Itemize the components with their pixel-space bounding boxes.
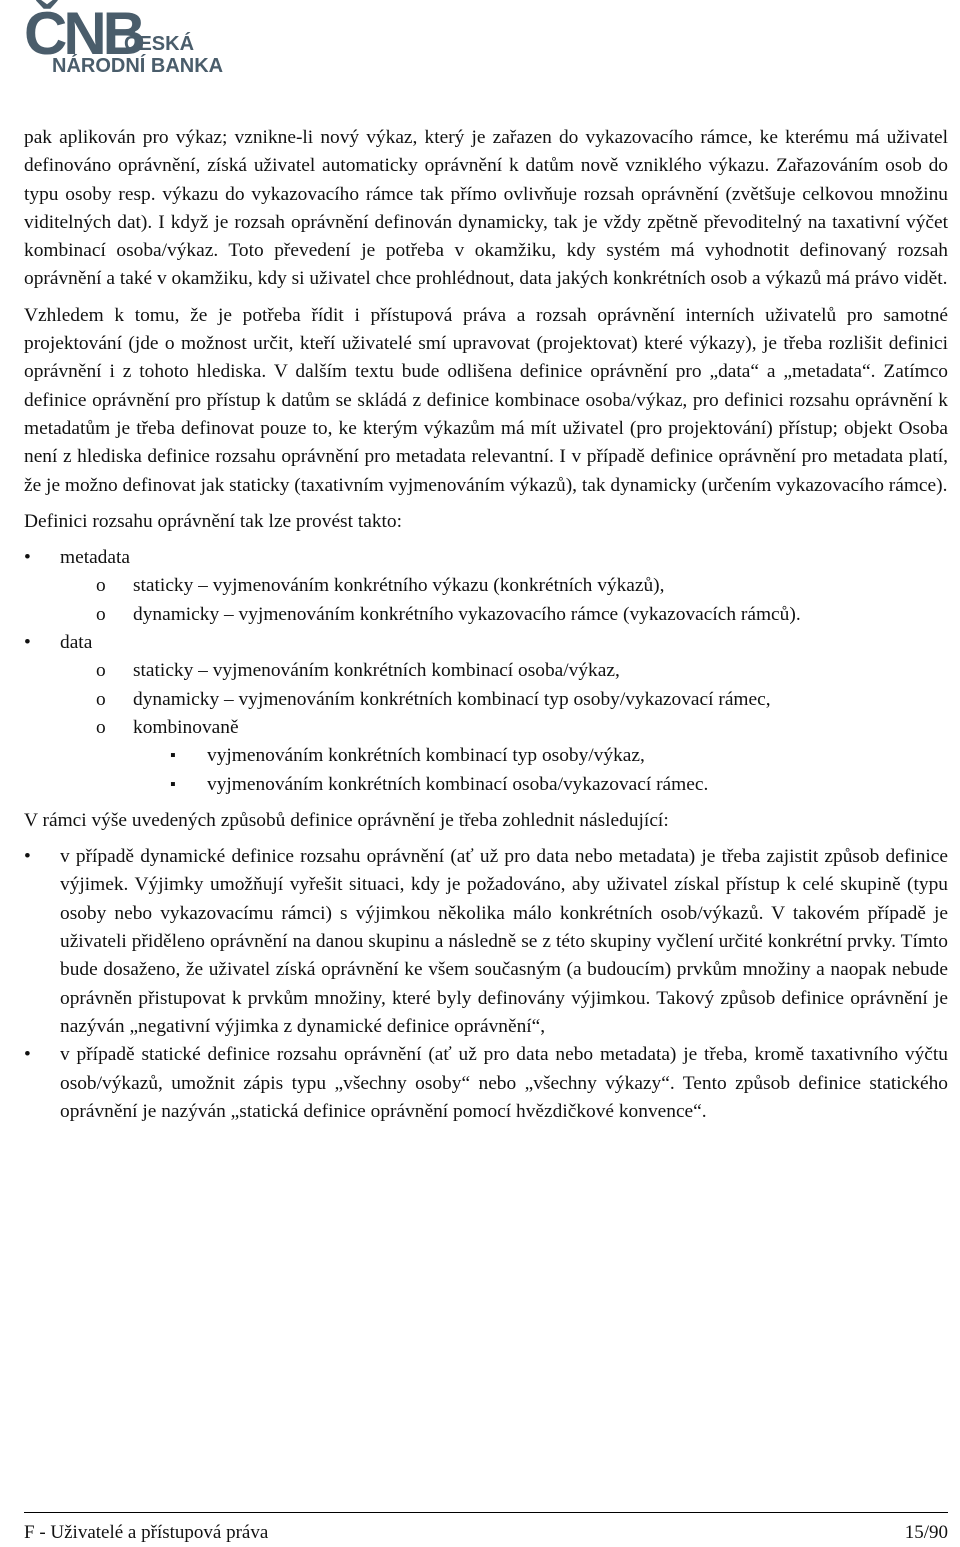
definition-list bbox=[24, 544, 948, 799]
logo-text-line2: NÁRODNÍ BANKA bbox=[52, 55, 224, 77]
footer-section-title: F - Uživatelé a přístupová práva bbox=[24, 1522, 269, 1543]
page-number: 15/90 bbox=[904, 1522, 948, 1543]
list-item-label: data bbox=[60, 632, 93, 654]
cnb-logo bbox=[24, 0, 224, 77]
logo-text-line1: ČESKÁ bbox=[124, 33, 195, 55]
sub-list bbox=[60, 572, 948, 629]
list-item-data bbox=[24, 629, 948, 799]
sub-list-item: o staticky – vyjmenováním konkrétního výkazu (konkrétních výkazů), bbox=[96, 572, 948, 600]
list-item: • v případě dynamické definice rozsahu oprávnění (ať už pro data nebo metadata) je třeba zajistit způsob definice výjimek. Výjimky umožňují vyřešit situaci, kdy je požadováno, aby uživatel získal přístup k celé skupině (typu osoby nebo vykazovacímu rámci) s výjimkou několika málo konkrétních osob/výkazů. V takovém případě je uživateli přiděleno oprávnění na danou skupinu a následně se z této skupiny vyčlení určité konkrétní prvky. Tímto bude dosaženo, že uživatel získá oprávnění ke všem současným (a budoucím) prvkům množiny a naopak nebude oprávněn přistupovat k prvkům množiny, které byly definovány výjimkou. Takový způsob definice oprávnění je nazýván „negativní výjimka z dynamické definice oprávnění“, bbox=[24, 843, 948, 1041]
logo-mark: ČNB bbox=[24, 0, 142, 67]
list-item: • v případě statické definice rozsahu oprávnění (ať už pro data nebo metadata) je třeba, kromě taxativního výčtu osob/výkazů, umožnit zápis typu „všechny osoby“ nebo „všechny výkazy“. Tento způsob definice statického oprávnění je nazýván „statická definice oprávnění pomocí hvězdičkové konvence“. bbox=[24, 1041, 948, 1126]
considerations-list bbox=[24, 843, 948, 1126]
sub-list-item: o dynamicky – vyjmenováním konkrétního vykazovacího rámce (vykazovacích rámců). bbox=[96, 601, 948, 629]
footer-divider bbox=[24, 1512, 948, 1513]
sub-list-item-combined bbox=[96, 714, 948, 799]
sub-sub-list-item: ▪ vyjmenováním konkrétních kombinací typ osoby/výkaz, bbox=[170, 742, 948, 770]
sub-list-item: o staticky – vyjmenováním konkrétních kombinací osoba/výkaz, bbox=[96, 657, 948, 685]
list-item-label: metadata bbox=[60, 547, 130, 569]
sub-sub-list bbox=[133, 742, 948, 799]
sub-sub-list-item: ▪ vyjmenováním konkrétních kombinací osoba/vykazovací rámec. bbox=[170, 771, 948, 799]
paragraph-definition-lead: Definici rozsahu oprávnění tak lze provést takto: bbox=[24, 510, 402, 532]
sub-list bbox=[60, 657, 948, 798]
paragraph-data-vs-metadata: Vzhledem k tomu, že je potřeba řídit i přístupová práva a rozsah oprávnění interních uživatelů pro samotné projektování (jde o možnost určit, kteří uživatelé smí upravovat (projektovat) které výkazy), je třeba rozlišit definici oprávnění i z tohoto hlediska. V dalším textu bude odlišena definice oprávnění pro „data“ a „metadata“. Zatímco definice oprávnění pro přístup k datům se skládá z definice kombinace osoba/výkaz, pro definici rozsahu oprávnění k metadatům je třeba definovat pouze to, ke kterým výkazům má mít uživatel (pro projektování) přístup; objekt Osoba není z hlediska definice rozsahu oprávnění pro metadata relevantní. I v případě definice oprávnění pro metadata platí, že je možno definovat jak staticky (taxativním vyjmenováním výkazů), tak dynamicky (určením vykazovacího rámce). bbox=[24, 304, 948, 496]
document-body bbox=[24, 124, 948, 1134]
paragraph-considerations-lead: V rámci výše uvedených způsobů definice oprávnění je třeba zohlednit následující: bbox=[24, 809, 669, 831]
list-item-metadata bbox=[24, 544, 948, 629]
sub-list-item: o dynamicky – vyjmenováním konkrétních kombinací typ osoby/vykazovací rámec, bbox=[96, 686, 948, 714]
paragraph-intro: pak aplikován pro výkaz; vznikne-li nový výkaz, který je zařazen do vykazovacího rámce, ke kterému má uživatel definováno oprávnění, získá uživatel automaticky oprávnění k datům nově vzniklého výkazu. Zařazováním osob do typu osoby resp. výkazu do vykazovacího rámce tak přímo ovlivňuje rozsah oprávnění (zvětšuje celkovou množinu viditelných dat). I když je rozsah oprávnění definován dynamicky, tak je vždy zpětně převoditelný na taxativní výčet kombinací osoba/výkaz. Toto převedení je potřeba v okamžiku, kdy systém má vyhodnotit definovaný rozsah oprávnění a také v okamžiku, kdy si uživatel chce prohlédnout, data jakých konkrétních osob a výkazů má právo vidět. bbox=[24, 127, 948, 290]
sub-list-item-label: kombinovaně bbox=[133, 716, 239, 738]
